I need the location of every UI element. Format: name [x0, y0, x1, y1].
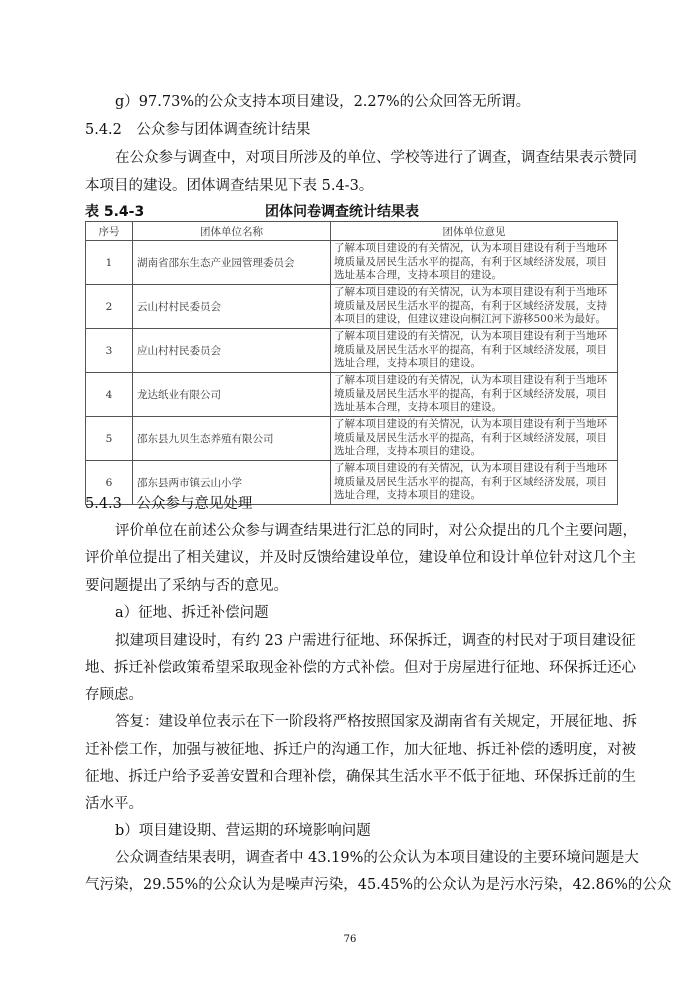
- table-number: 表 5.4-3: [85, 204, 145, 220]
- cell-opinion: 了解本项目建设的有关情况，认为本项目建设有利于当地环境质量及居民生活水平的提高，有利于区域经济发展，项目选址基本合理，支持本项目的建设。: [331, 373, 618, 417]
- header-name: 团体单位名称: [133, 222, 331, 241]
- paragraph-line: 拟建项目建设时，有约 23 户需进行征地、环保拆迁，调查的村民对于项目建设征: [115, 633, 636, 649]
- cell-no: 5: [86, 417, 133, 461]
- paragraph-line: 地、拆迁补偿政策希望采取现金补偿的方式补偿。但对于房屋进行征地、环保拆迁还心: [85, 660, 636, 676]
- table-row: [86, 285, 618, 329]
- list-heading: b）项目建设期、营运期的环境影响问题: [115, 823, 371, 839]
- section-heading: 5.4.2 公众参与团体调查统计结果: [85, 122, 311, 138]
- cell-no: 1: [86, 241, 133, 285]
- table-row: [86, 329, 618, 373]
- group-survey-table: [85, 221, 618, 505]
- page-number: 76: [343, 934, 357, 945]
- paragraph-line: 评价单位提出了相关建议，并及时反馈给建设单位，建设单位和设计单位针对这几个主: [85, 550, 636, 566]
- paragraph-line: 要问题提出了采纳与否的意见。: [85, 578, 288, 594]
- cell-name: 邵东县两市镇云山小学: [133, 461, 331, 505]
- paragraph-line: 存顾虑。: [85, 687, 143, 703]
- cell-opinion: 了解本项目建设的有关情况，认为本项目建设有利于当地环境质量及居民生活水平的提高，有利于区域经济发展，项目选址合理，支持本项目的建设。: [331, 461, 618, 505]
- paragraph-line: g）97.73%的公众支持本项目建设，2.27%的公众回答无所谓。: [115, 94, 531, 110]
- cell-no: 3: [86, 329, 133, 373]
- cell-name: 应山村村民委员会: [133, 329, 331, 373]
- paragraph-line: 迁补偿工作，加强与被征地、拆迁户的沟通工作，加大征地、拆迁补偿的透明度，对被: [85, 742, 636, 758]
- cell-opinion: 了解本项目建设的有关情况，认为本项目建设有利于当地环境质量及居民生活水平的提高，有利于区域经济发展，项目选址合理，支持本项目的建设。: [331, 417, 618, 461]
- cell-no: 6: [86, 461, 133, 505]
- paragraph-line: 答复：建设单位表示在下一阶段将严格按照国家及湖南省有关规定，开展征地、拆: [115, 714, 637, 730]
- paragraph-line: 在公众参与调查中，对项目所涉及的单位、学校等进行了调查，调查结果表示赞同: [115, 150, 637, 166]
- header-no: 序号: [86, 222, 133, 241]
- section-heading: 5.4.3 公众参与意见处理: [85, 496, 253, 512]
- cell-opinion: 了解本项目建设的有关情况，认为本项目建设有利于当地环境质量及居民生活水平的提高，有利于区域经济发展，支持本项目的建设，但建议建设向桐江河下游移500米为最好。: [331, 285, 618, 329]
- cell-name: 邵东县九贝生态养殖有限公司: [133, 417, 331, 461]
- paragraph-line: 评价单位在前述公众参与调查结果进行汇总的同时，对公众提出的几个主要问题，: [115, 523, 637, 539]
- paragraph-line: 气污染，29.55%的公众认为是噪声污染，45.45%的公众认为是污水污染，42.86%的公众: [85, 877, 672, 893]
- paragraph-line: 征地、拆迁户给予妥善安置和合理补偿，确保其生活水平不低于征地、环保拆迁前的生: [85, 769, 636, 785]
- cell-opinion: 了解本项目建设的有关情况，认为本项目建设有利于当地环境质量及居民生活水平的提高，有利于区域经济发展，项目选址基本合理，支持本项目的建设。: [331, 241, 618, 285]
- table-row: [86, 373, 618, 417]
- cell-name: 龙达纸业有限公司: [133, 373, 331, 417]
- cell-name: 湖南省邵东生态产业园管理委员会: [133, 241, 331, 285]
- header-opinion: 团体单位意见: [331, 222, 618, 241]
- cell-no: 4: [86, 373, 133, 417]
- table-row: [86, 241, 618, 285]
- table-header-row: [86, 222, 618, 241]
- paragraph-line: 活水平。: [85, 796, 143, 812]
- paragraph-line: 本项目的建设。团体调查结果见下表 5.4-3。: [85, 178, 374, 194]
- cell-opinion: 了解本项目建设的有关情况，认为本项目建设有利于当地环境质量及居民生活水平的提高，有利于区域经济发展，项目选址合理，支持本项目的建设。: [331, 329, 618, 373]
- table-title: 团体问卷调查统计结果表: [265, 204, 419, 220]
- paragraph-line: 公众调查结果表明，调查者中 43.19%的公众认为本项目建设的主要环境问题是大: [115, 850, 639, 866]
- table-row: [86, 417, 618, 461]
- cell-no: 2: [86, 285, 133, 329]
- list-heading: a）征地、拆迁补偿问题: [115, 605, 269, 621]
- cell-name: 云山村村民委员会: [133, 285, 331, 329]
